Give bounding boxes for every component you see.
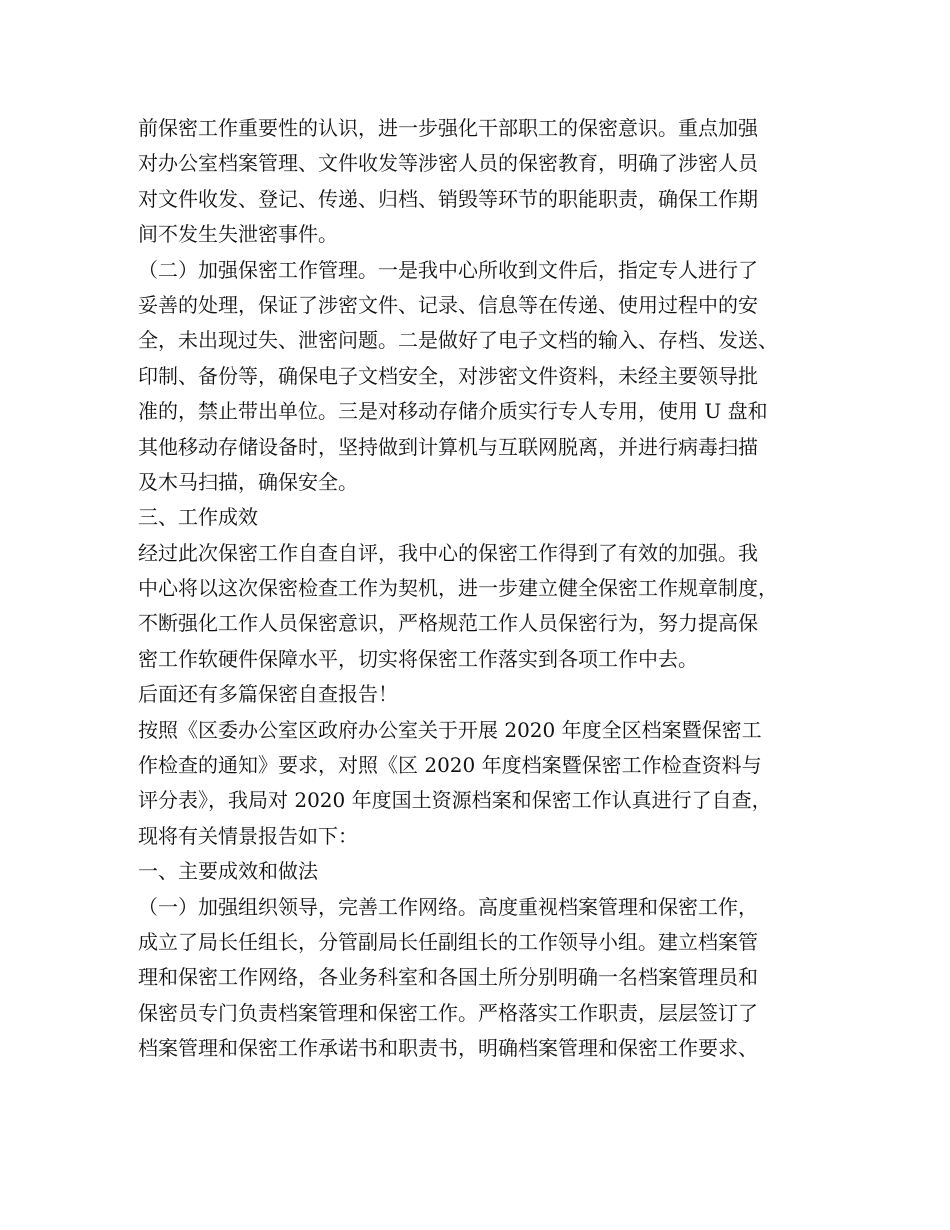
text-line-10: 其他移动存储设备时，坚持做到计算机与互联网脱离，并进行病毒扫描: [138, 434, 758, 459]
text-line-8: 印制、备份等，确保电子文档安全，对涉密文件资料，未经主要领导批: [138, 363, 758, 388]
text-line-4: 间不发生失泄密事件。: [138, 222, 338, 247]
text-line-11: 及木马扫描，确保安全。: [138, 469, 358, 494]
text-line-16: 密工作软硬件保障水平，切实将保密工作落实到各项工作中去。: [138, 646, 698, 671]
text-line-25: 理和保密工作网络，各业务科室和各国土所分别明确一名档案管理员和: [138, 965, 758, 990]
document-body: [138, 111, 828, 1067]
text-line-27: 档案管理和保密工作承诺书和职责书，明确档案管理和保密工作要求、: [138, 1036, 758, 1061]
text-line-26: 保密员专门负责档案管理和保密工作。严格落实工作职责，层层签订了: [138, 1000, 758, 1025]
subsection-heading-1: （一）加强组织领导，完善工作网络。高度重视档案管理和保密工作，: [138, 894, 758, 919]
text-line-1: 前保密工作重要性的认识，进一步强化干部职工的保密意识。重点加强: [138, 116, 758, 140]
more-reports-note: 后面还有多篇保密自查报告！: [138, 682, 398, 707]
section-heading-achievements: 一、主要成效和做法: [138, 859, 318, 884]
text-line-15: 不断强化工作人员保密意识，严格规范工作人员保密行为，努力提高保: [138, 611, 758, 636]
text-line-3: 对文件收发、登记、传递、归档、销毁等环节的职能职责，确保工作期: [138, 186, 758, 211]
section-heading-results: 三、工作成效: [138, 505, 258, 530]
text-line-24: 成立了局长任组长，分管副局长任副组长的工作领导小组。建立档案管: [138, 929, 758, 954]
text-line-19: 作检查的通知》要求，对照《区 2020 年度档案暨保密工作检查资料与: [138, 753, 762, 778]
text-line-13: 经过此次保密工作自查自评，我中心的保密工作得到了有效的加强。我: [138, 540, 758, 565]
text-line-21: 现将有关情景报告如下：: [138, 823, 358, 848]
text-line-6: 妥善的处理，保证了涉密文件、记录、信息等在传递、使用过程中的安: [138, 292, 758, 317]
text-line-7: 全，未出现过失、泄密问题。二是做好了电子文档的输入、存档、发送、: [138, 328, 778, 353]
section-heading-2: （二）加强保密工作管理。一是我中心所收到文件后，指定专人进行了: [138, 257, 758, 282]
text-line-2: 对办公室档案管理、文件收发等涉密人员的保密教育，明确了涉密人员: [138, 151, 758, 176]
text-line-18: 按照《区委办公室区政府办公室关于开展 2020 年度全区档案暨保密工: [138, 717, 762, 742]
text-line-14: 中心将以这次保密检查工作为契机，进一步建立健全保密工作规章制度，: [138, 576, 778, 601]
text-line-9: 准的，禁止带出单位。三是对移动存储介质实行专人专用，使用 U 盘和: [138, 399, 768, 424]
text-line-20: 评分表》，我局对 2020 年度国土资源档案和保密工作认真进行了自查，: [138, 788, 772, 813]
